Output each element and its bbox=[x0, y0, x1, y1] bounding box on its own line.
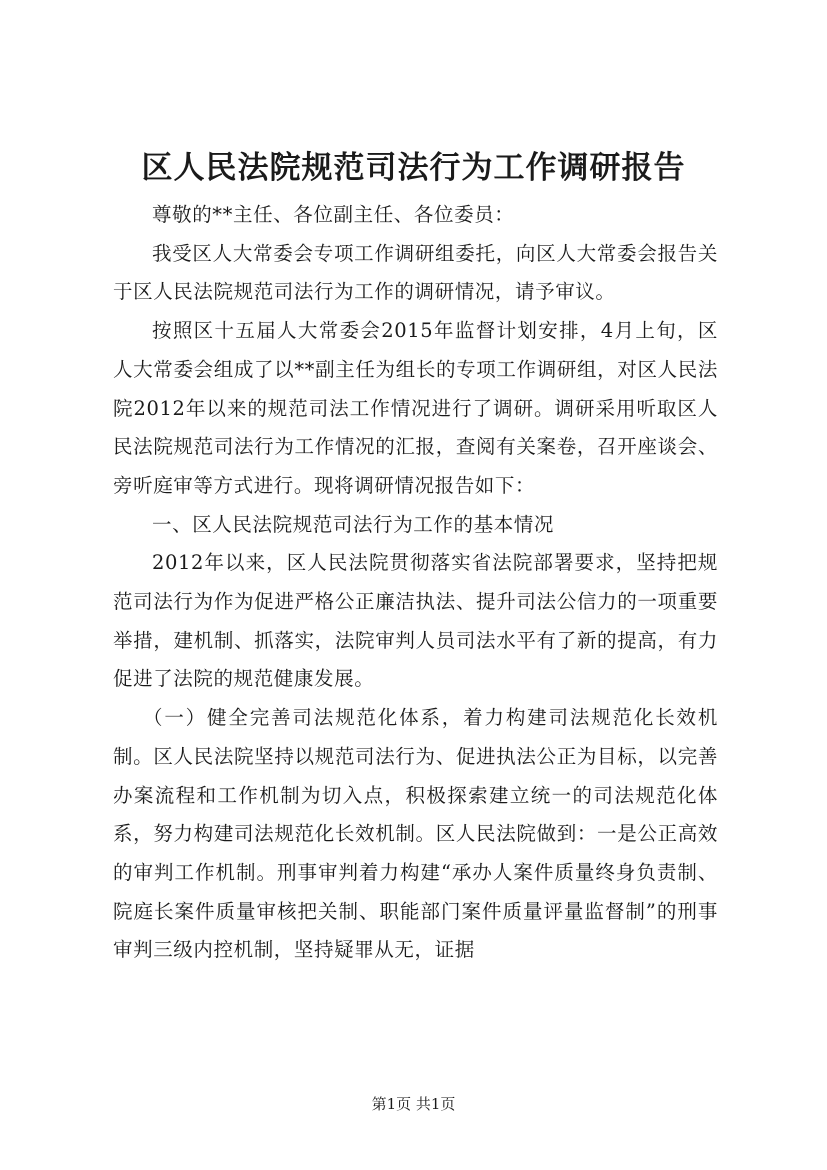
salutation-paragraph: 尊敬的**主任、各位副主任、各位委员： bbox=[152, 203, 515, 226]
intro-paragraph: 我受区人大常委会专项工作调研组委托，向区人大常委会报告关于区人民法院规范司法行为工作的调研情况，请予审议。 bbox=[113, 241, 718, 304]
document-title: 区人民法院规范司法行为工作调研报告 bbox=[141, 150, 686, 186]
page-footer: 第1页 共1页 bbox=[371, 1095, 456, 1113]
section-heading: 一、区人民法院规范司法行为工作的基本情况 bbox=[152, 512, 555, 536]
subsection-paragraph: （一）健全完善司法规范化体系，着力构建司法规范化长效机制。区人民法院坚持以规范司法行为、促进执法公正为目标，以完善办案流程和工作机制为切入点，积极探索建立统一的司法规范化体系，努力构建司法规范化长效机制。区人民法院做到：一是公正高效的审判工作机制。刑事审判着力构建“承办人案件质量终身负责制、院庭长案件质量审核把关制、职能部门案件质量评量监督制”的刑事审判三级内控机制，坚持疑罪从无，证据 bbox=[113, 706, 718, 962]
background-paragraph: 按照区十五届人大常委会2015年监督计划安排，4月上旬，区人大常委会组成了以**副主任为组长的专项工作调研组，对区人民法院2012年以来的规范司法工作情况进行了调研。调研采用听取区人民法院规范司法行为工作情况的汇报，查阅有关案卷，召开座谈会、旁听庭审等方式进行。现将调研情况报告如下： bbox=[113, 319, 718, 497]
document-body bbox=[113, 196, 718, 970]
overview-paragraph: 2012年以来，区人民法院贯彻落实省法院部署要求，坚持把规范司法行为作为促进严格公正廉洁执法、提升司法公信力的一项重要举措，建机制、抓落实，法院审判人员司法水平有了新的提高，有力促进了法院的规范健康发展。 bbox=[113, 551, 718, 691]
